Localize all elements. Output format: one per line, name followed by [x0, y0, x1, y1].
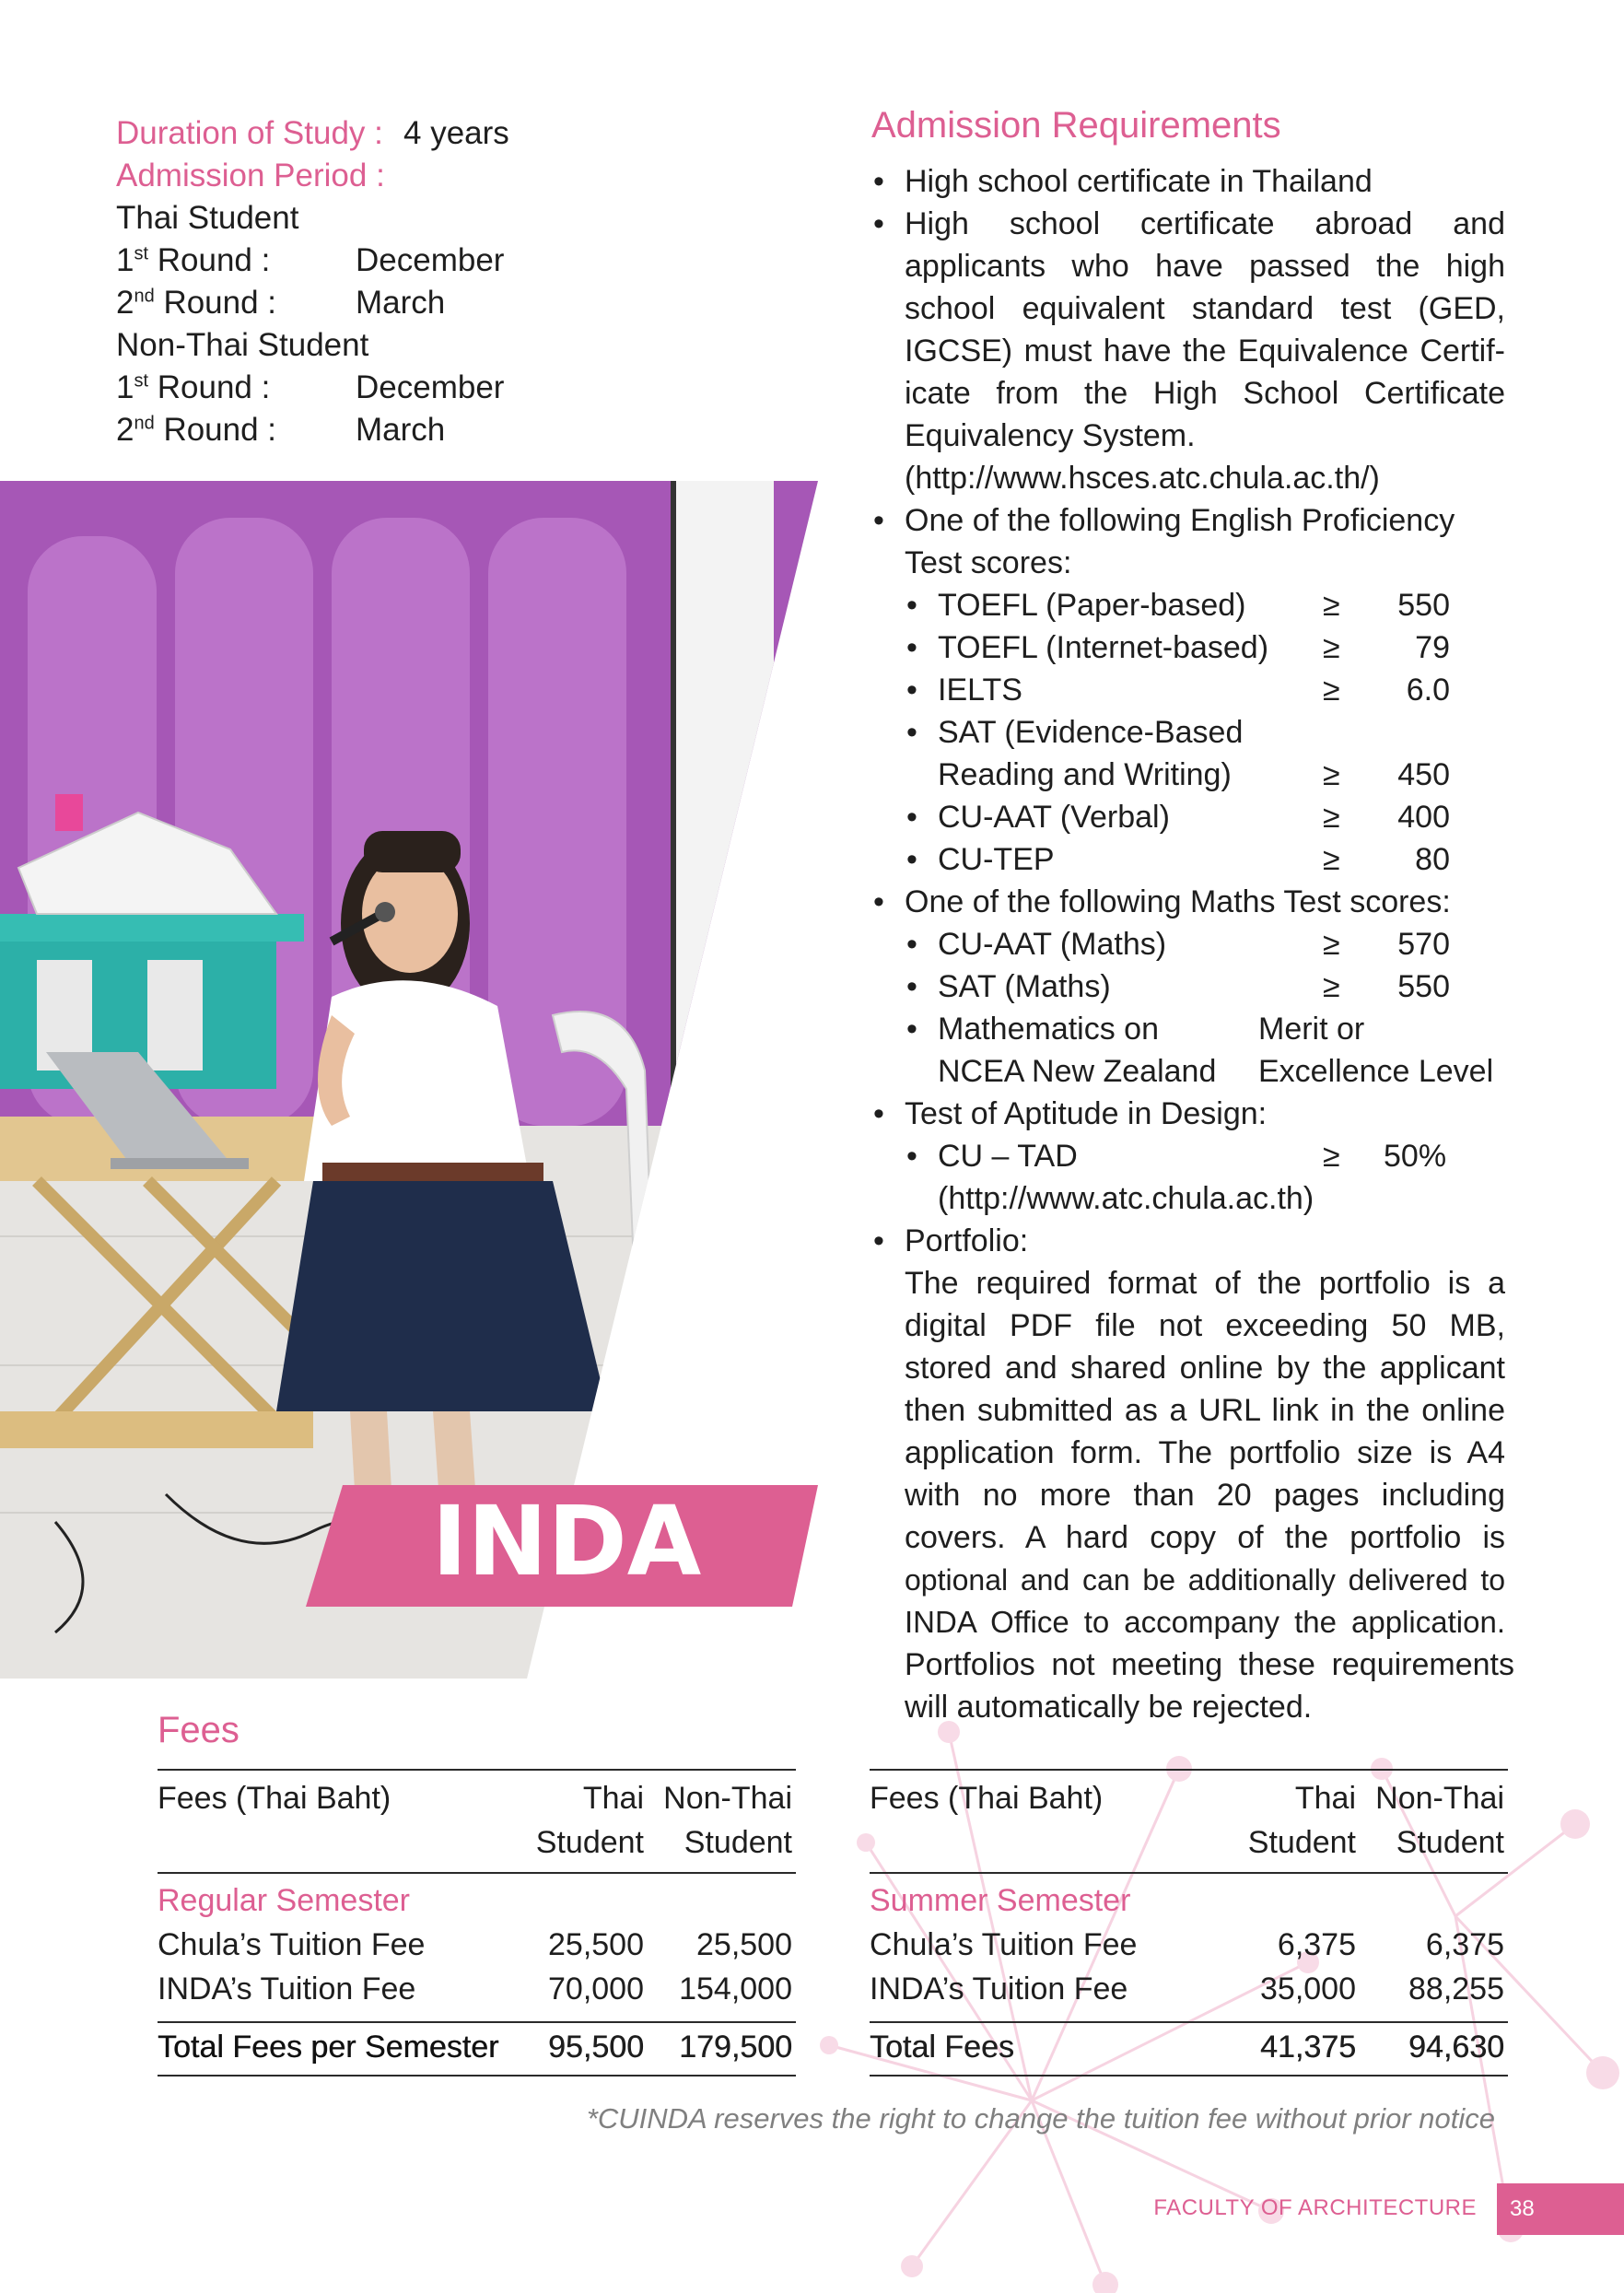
- fees-title: Fees: [158, 1710, 240, 1750]
- atc-url: (http://www.atc.chula.ac.th): [938, 1181, 1314, 1216]
- table-total-cell: 41,375: [1260, 2030, 1356, 2065]
- table-header-non-thai: Non-Thai: [663, 1781, 792, 1816]
- round-month: March: [356, 285, 446, 321]
- test-name: • CU-TEP: [906, 842, 1055, 877]
- test-name: • CU-AAT (Maths): [906, 927, 1167, 962]
- bullet-icon: •: [873, 164, 884, 199]
- bullet-icon: •: [873, 884, 884, 919]
- table-header-thai: Student: [1247, 1825, 1356, 1860]
- list-item: • Portfolio:: [905, 1220, 1028, 1262]
- text-line: optional and can be additionally delivered to: [905, 1563, 1505, 1597]
- bullet-icon: •: [873, 1096, 884, 1131]
- test-score: 50%: [1384, 1139, 1447, 1174]
- test-symbol: ≥: [1323, 842, 1340, 877]
- test-score: 450: [1397, 757, 1450, 792]
- test-symbol: ≥: [1323, 588, 1340, 623]
- table-rule: [158, 1769, 796, 1771]
- text-line: school equivalent standard test (GED,: [905, 291, 1505, 326]
- table-header-non-thai: Non-Thai: [1375, 1781, 1504, 1816]
- table-rule: [870, 1872, 1508, 1874]
- table-cell: 25,500: [548, 1927, 644, 1962]
- table-cell: 154,000: [679, 1971, 792, 2006]
- text-line: INDA Office to accompany the application.: [905, 1605, 1505, 1639]
- thai-student-heading: Thai Student: [116, 200, 299, 236]
- table-header-thai: Thai: [582, 1781, 644, 1816]
- table-row-label: INDA’s Tuition Fee: [870, 1971, 1128, 2006]
- text-line: digital PDF file not exceeding 50 MB,: [905, 1308, 1505, 1343]
- table-rule: [158, 1872, 796, 1874]
- round-row: 2nd Round : March: [116, 409, 276, 451]
- table-row-label: INDA’s Tuition Fee: [158, 1971, 416, 2006]
- page-number-box: [1497, 2183, 1624, 2235]
- table-total-cell: 179,500: [679, 2030, 792, 2065]
- table-total-cell: 94,630: [1408, 2030, 1504, 2065]
- list-item: • Test of Aptitude in Design:: [905, 1093, 1267, 1135]
- table-row-label: Chula’s Tuition Fee: [158, 1927, 426, 1962]
- test-score: 550: [1397, 588, 1450, 623]
- table-total-label: Total Fees per Semester: [158, 2030, 499, 2065]
- list-item: • High school certificate in Thailand: [905, 160, 1373, 203]
- table-total-label: Total Fees: [870, 2030, 1014, 2065]
- table-header-label: Fees (Thai Baht): [158, 1781, 391, 1816]
- test-symbol: ≥: [1323, 800, 1340, 835]
- table-cell: 35,000: [1260, 1971, 1356, 2006]
- table-rule: [158, 2021, 796, 2023]
- round-month: March: [356, 412, 446, 448]
- test-score: 570: [1397, 927, 1450, 962]
- table-cell: 88,255: [1408, 1971, 1504, 2006]
- text-line: The required format of the portfolio is a: [905, 1266, 1505, 1301]
- test-name: • CU – TAD: [906, 1139, 1078, 1174]
- test-symbol: ≥: [1323, 673, 1340, 708]
- text-line: Portfolios not meeting these requirements: [905, 1647, 1514, 1682]
- admission-requirements-title: Admission Requirements: [871, 105, 1281, 146]
- list-item: • High school certificate abroad and: [905, 203, 1505, 245]
- list-item: • One of the following English Proficiency: [905, 499, 1455, 542]
- bullet-icon: •: [873, 1223, 884, 1258]
- faculty-footer-text: FACULTY OF ARCHITECTURE: [1153, 2195, 1477, 2220]
- test-name: • CU-AAT (Verbal): [906, 800, 1170, 835]
- table-header-label: Fees (Thai Baht): [870, 1781, 1104, 1816]
- table-total-cell: 95,500: [548, 2030, 644, 2065]
- test-symbol: ≥: [1323, 757, 1340, 792]
- test-name: • TOEFL (Internet-based): [906, 630, 1269, 665]
- table-section-label: Regular Semester: [158, 1883, 411, 1918]
- text-line: will automatically be rejected.: [905, 1690, 1313, 1725]
- text-line: Equivalency System.: [905, 418, 1196, 453]
- test-name-continued: Reading and Writing): [938, 757, 1232, 792]
- page-number: 38: [1510, 2196, 1535, 2221]
- text-line: IGCSE) must have the Equivalence Certif-: [905, 333, 1505, 369]
- ncea-level: Merit or: [1258, 1012, 1365, 1047]
- bullet-icon: •: [873, 503, 884, 538]
- hsces-url: (http://www.hsces.atc.chula.ac.th/): [905, 461, 1380, 496]
- test-name: • SAT (Evidence-Based: [906, 715, 1244, 750]
- round-month: December: [356, 369, 505, 405]
- table-rule: [870, 2021, 1508, 2023]
- list-item: • One of the following Maths Test scores:: [905, 881, 1451, 923]
- test-score: 80: [1415, 842, 1450, 877]
- text-line: covers. A hard copy of the portfolio is: [905, 1520, 1505, 1555]
- test-score: 550: [1397, 969, 1450, 1004]
- duration-line: [116, 112, 509, 155]
- ncea-level: Excellence Level: [1258, 1054, 1494, 1089]
- table-rule: [870, 1769, 1508, 1771]
- table-header-non-thai: Student: [1396, 1825, 1504, 1860]
- table-cell: 25,500: [696, 1927, 792, 1962]
- test-score: 400: [1397, 800, 1450, 835]
- test-symbol: ≥: [1323, 1139, 1340, 1174]
- admission-period-label: Admission Period :: [116, 158, 385, 193]
- tuition-fee-note: *CUINDA reserves the right to change the tuition fee without prior notice: [586, 2102, 1495, 2135]
- text-line: then submitted as a URL link in the online: [905, 1393, 1505, 1428]
- table-rule: [870, 2075, 1508, 2077]
- table-row-label: Chula’s Tuition Fee: [870, 1927, 1138, 1962]
- test-symbol: ≥: [1323, 927, 1340, 962]
- table-cell: 6,375: [1425, 1927, 1504, 1962]
- table-header-thai: Student: [535, 1825, 644, 1860]
- table-cell: 70,000: [548, 1971, 644, 2006]
- test-symbol: ≥: [1323, 969, 1340, 1004]
- test-symbol: ≥: [1323, 630, 1340, 665]
- text-line: with no more than 20 pages including: [905, 1478, 1505, 1513]
- table-section-label: Summer Semester: [870, 1883, 1131, 1918]
- test-score: 6.0: [1406, 673, 1450, 708]
- test-name: • TOEFL (Paper-based): [906, 588, 1246, 623]
- table-cell: 6,375: [1277, 1927, 1356, 1962]
- table-rule: [158, 2075, 796, 2077]
- test-score: 79: [1415, 630, 1450, 665]
- student-presentation-photo: [0, 481, 818, 1679]
- inda-banner-text: INDA: [431, 1485, 702, 1597]
- text-line: applicants who have passed the high: [905, 249, 1505, 284]
- test-name: • IELTS: [906, 673, 1022, 708]
- duration-label: Duration of Study :: [116, 115, 383, 151]
- text-line: Test scores:: [905, 545, 1072, 580]
- table-header-non-thai: Student: [683, 1825, 792, 1860]
- round-row: 1st Round : December: [116, 240, 270, 282]
- test-name: • Mathematics on: [906, 1012, 1159, 1047]
- table-header-thai: Thai: [1294, 1781, 1356, 1816]
- test-name-continued: NCEA New Zealand: [938, 1054, 1217, 1089]
- duration-value: 4 years: [403, 115, 509, 151]
- bullet-icon: •: [873, 206, 884, 241]
- test-name: • SAT (Maths): [906, 969, 1111, 1004]
- text-line: application form. The portfolio size is A4: [905, 1435, 1505, 1470]
- round-row: 1st Round : December: [116, 367, 270, 409]
- round-month: December: [356, 242, 505, 278]
- text-line: stored and shared online by the applicant: [905, 1351, 1505, 1386]
- non-thai-student-heading: Non-Thai Student: [116, 327, 369, 363]
- round-row: 2nd Round : March: [116, 282, 276, 324]
- text-line: icate from the High School Certificate: [905, 376, 1505, 411]
